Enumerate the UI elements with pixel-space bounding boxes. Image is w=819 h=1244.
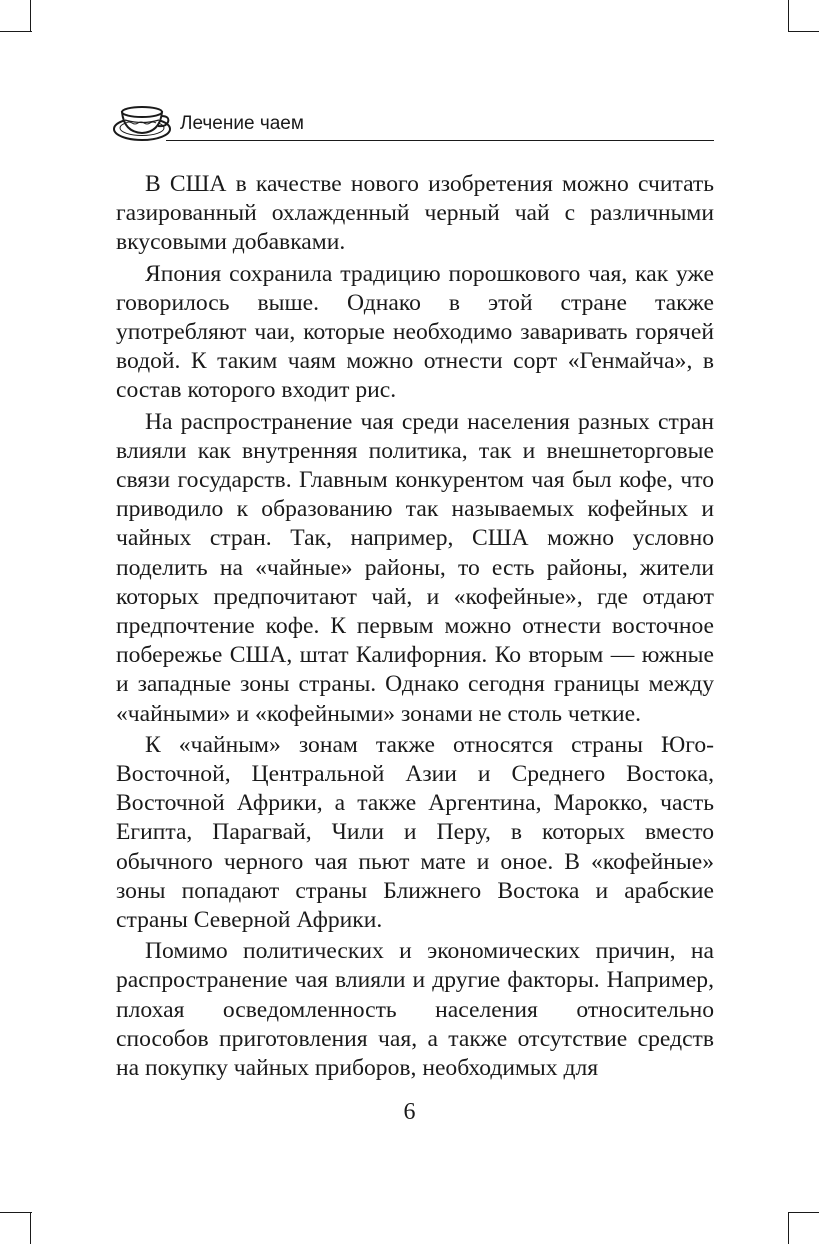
crop-mark	[788, 31, 819, 32]
crop-mark	[788, 1212, 789, 1244]
crop-mark	[0, 1212, 32, 1213]
paragraph: На распространение чая среди населения разных стран влияли как внутренняя политика, так и внешнеторговые связи государств. Главным конкурентом чая был кофе, что приводило к образованию так называемых кофейных и чайных стран. Так, например, США можно условно поделить на «чайные» районы, то есть районы, жители которых предпочитают чай, и «кофейные», где отдают предпочтение кофе. К первым можно отнести восточное побережье США, штат Калифорния. Ко вторым — южные и западные зоны страны. Однако сегодня границы между «чайными» и «кофейными» зонами не столь четкие.	[116, 408, 714, 727]
paragraph: В США в качестве нового изобретения можно считать газированный охлажденный черный чай с различными вкусовыми добавками.	[116, 171, 714, 256]
running-header	[112, 100, 714, 144]
crop-mark	[788, 1212, 819, 1213]
body-text	[116, 170, 714, 1085]
paragraph: Япония сохранила традицию порошкового чая, как уже говорилось выше. Однако в этой стране также употребляют чаи, которые необходимо заваривать горячей водой. К таким чаям можно отнести сорт «Генмайча», в состав которого входит рис.	[116, 260, 714, 404]
paragraph: Помимо политических и экономических причин, на распространение чая влияли и другие факторы. Например, плохая осведомленность населения относительно способов приготовления чая, а также отсутствие средств на покупку чайных приборов, необходимых для	[116, 938, 714, 1082]
page-number: 6	[403, 1099, 416, 1125]
crop-mark	[30, 1212, 31, 1244]
crop-mark	[0, 31, 32, 32]
crop-mark	[30, 0, 31, 32]
crop-mark	[788, 0, 789, 32]
paragraph: К «чайным» зонам также относятся страны Юго-Восточной, Центральной Азии и Среднего Востока, Восточной Африки, а также Аргентина, Марокко, часть Египта, Парагвай, Чили и Перу, в которых вместо обычного черного чая пьют мате и оное. В «кофейные» зоны попадают страны Ближнего Востока и арабские страны Северной Африки.	[116, 731, 714, 934]
teacup-icon	[112, 102, 176, 144]
running-header-title: Лечение чаем	[180, 113, 304, 134]
header-rule	[166, 140, 714, 141]
